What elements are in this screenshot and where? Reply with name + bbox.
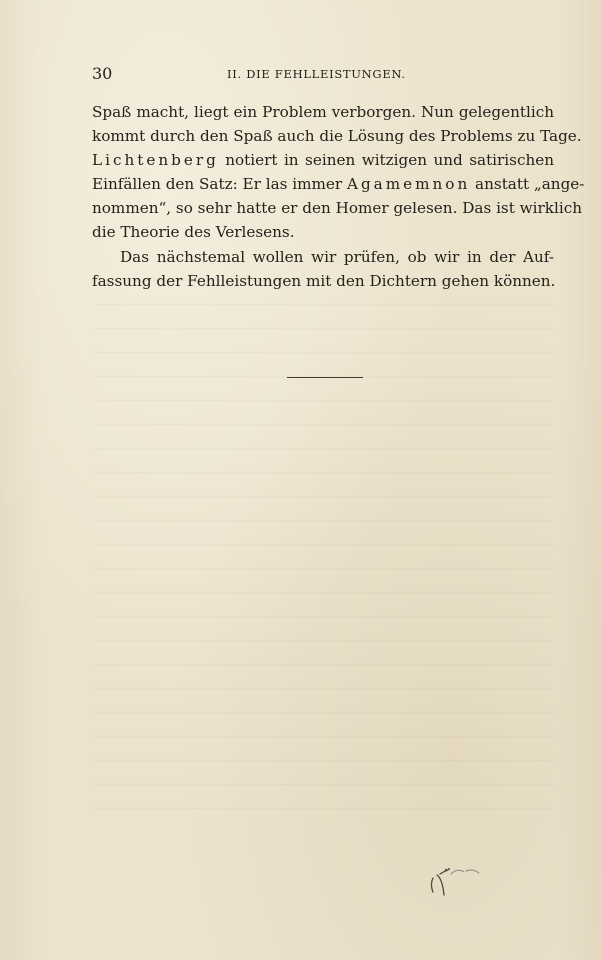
- text-line-4: [92, 172, 585, 196]
- text-line-6: die Theorie des Verlesens.: [92, 223, 295, 242]
- text-line-3: [92, 148, 554, 172]
- page-number: 30: [92, 64, 113, 83]
- pencil-mark-icon: [425, 864, 483, 898]
- pencil-mark-svg: [425, 864, 483, 898]
- text-line-1: Spaß macht, liegt ein Problem verborgen. Nun gelegentlich: [92, 103, 554, 121]
- text-line-4-end: anstatt „ange-: [470, 175, 585, 194]
- pencil-stroke-4: [451, 870, 464, 874]
- pencil-dot-1: [445, 869, 447, 871]
- pencil-stroke-5: [466, 870, 479, 873]
- name-agamemnon: Agamemnon: [346, 175, 471, 194]
- chapter-heading: II. DIE FEHLLEISTUNGEN.: [227, 67, 406, 81]
- author-name-lichtenberg: Lichtenberg: [92, 151, 219, 170]
- text-line-5: nommen“, so sehr hatte er den Homer gelesen. Das ist wirklich: [92, 199, 582, 218]
- pencil-stroke-1: [432, 878, 434, 892]
- body-text: [92, 100, 585, 293]
- running-head: [92, 61, 554, 85]
- text-line-3-rest: notiert in seinen witzigen und satirischen: [218, 151, 554, 170]
- text-line-7: Das nächstemal wollen wir prüfen, ob wir in der Auf-: [120, 247, 554, 266]
- text-line-2: kommt durch den Spaß auch die Lösung des Problems zu Tage.: [92, 127, 582, 146]
- section-divider: [287, 377, 363, 378]
- pencil-stroke-2: [437, 875, 444, 895]
- pencil-dot-2: [448, 868, 450, 870]
- text-line-8: fassung der Fehlleistungen mit den Dichtern gehen können.: [92, 271, 556, 290]
- text-line-4-start: Einfällen den Satz: Er las immer: [92, 175, 347, 194]
- show-through-text: [92, 280, 552, 810]
